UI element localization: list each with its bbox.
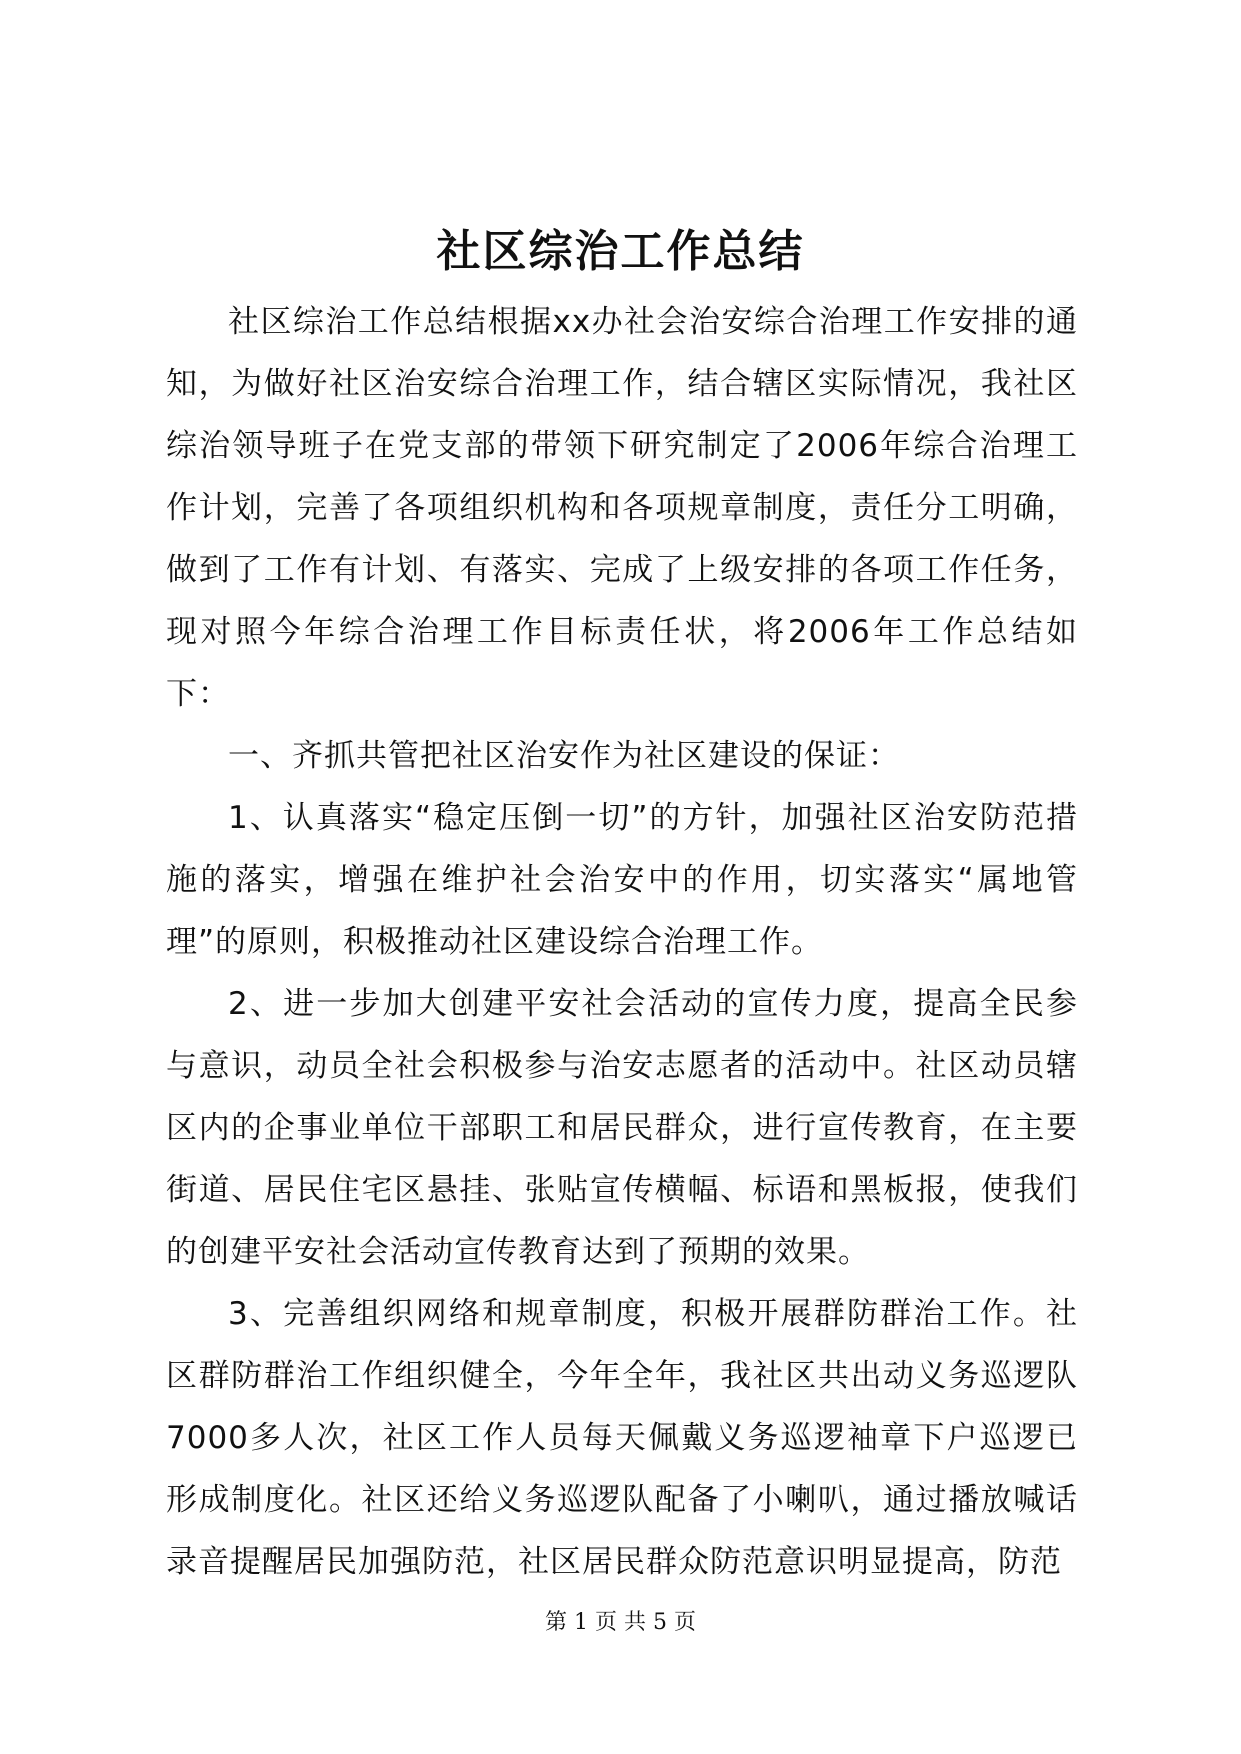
paragraph-item-1: 1、认真落实“稳定压倒一切”的方针，加强社区治安防范措施的落实，增强在维护社会治安中的作用，切实落实“属地管理”的原则，积极推动社区建设综合治理工作。 xyxy=(166,800,1078,960)
document-body xyxy=(166,291,1078,1593)
paragraph-item-3: 3、完善组织网络和规章制度，积极开展群防群治工作。社区群防群治工作组织健全，今年全年，我社区共出动义务巡逻队7000多人次，社区工作人员每天佩戴义务巡逻袖章下户巡逻已形成制度化。社区还给义务巡逻队配备了小喇叭，通过播放喊话录音提醒居民加强防范，社区居民群众防范意识明显提高，防范 xyxy=(166,1296,1078,1580)
paragraph-item-2: 2、进一步加大创建平安社会活动的宣传力度，提高全民参与意识，动员全社会积极参与治安志愿者的活动中。社区动员辖区内的企事业单位干部职工和居民群众，进行宣传教育，在主要街道、居民住宅区悬挂、张贴宣传横幅、标语和黑板报，使我们的创建平安社会活动宣传教育达到了预期的效果。 xyxy=(166,986,1078,1270)
paragraph-section-heading: 一、齐抓共管把社区治安作为社区建设的保证： xyxy=(228,738,900,774)
document-title: 社区综治工作总结 xyxy=(436,226,805,277)
page-footer: 第 1 页 共 5 页 xyxy=(545,1610,696,1635)
paragraph-intro: 社区综治工作总结根据xx办社会治安综合治理工作安排的通知，为做好社区治安综合治理工作，结合辖区实际情况，我社区综治领导班子在党支部的带领下研究制定了2006年综合治理工作计划，完善了各项组织机构和各项规章制度，责任分工明确，做到了工作有计划、有落实、完成了上级安排的各项工作任务，现对照今年综合治理工作目标责任状，将2006年工作总结如下： xyxy=(166,304,1078,712)
